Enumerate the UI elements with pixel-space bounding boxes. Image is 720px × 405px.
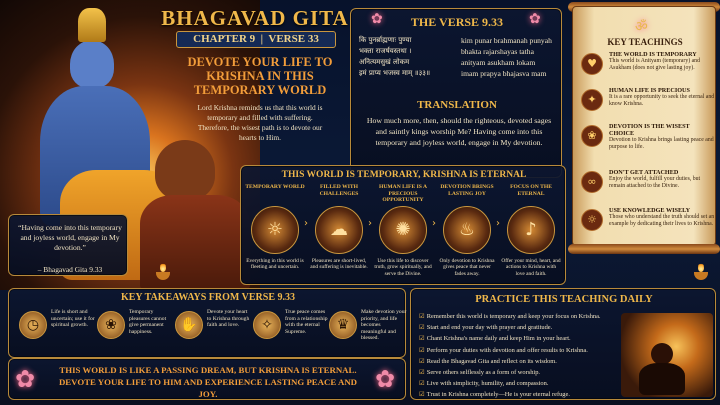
lotus-icon: ❀ xyxy=(581,125,603,147)
lotus-icon: ❀ xyxy=(97,311,125,339)
translation-title: TRANSLATION xyxy=(417,99,497,111)
takeaway-text: Devote your heart to Krishna through faith and love. xyxy=(207,309,250,329)
column-head: HUMAN LIFE IS A PRECIOUS OPPORTUNITY xyxy=(378,184,428,203)
practice-item: ☑ Chant Krishna's name daily and keep Him in your heart. xyxy=(419,333,609,344)
takeaway-text: Temporary pleasures cannot give permanent happiness. xyxy=(129,309,167,335)
takeaways-panel xyxy=(8,288,406,358)
column-text: Everything in this world is fleeting and uncertain. xyxy=(246,258,304,271)
arrow-right-icon: › xyxy=(432,218,436,229)
takeaway-text: Life is short and uncertain; use it for spiritual growth. xyxy=(51,309,95,329)
teaching-body: It is a rare opportunity to seek the eternal and know Krishna. xyxy=(609,94,715,107)
key-teachings-scroll xyxy=(572,6,716,246)
translit-line: imam prapya bhajasva mam xyxy=(461,69,547,78)
sanskrit-text xyxy=(359,35,461,79)
teaching-body: Devotion to Krishna brings lasting peace and purpose to life. xyxy=(609,137,714,150)
teaching-body: Those who understand the truth should set an example by dedicating their lives to Krishna. xyxy=(609,214,715,227)
practice-item: ☑ Remember this world is temporary and keep your focus on Krishna. xyxy=(419,311,609,322)
world-column xyxy=(437,184,497,284)
meditator-body xyxy=(639,363,685,395)
crown-icon: ♛ xyxy=(329,311,357,339)
column-head: TEMPORARY WORLD xyxy=(245,184,305,190)
takeaway-item xyxy=(175,307,253,355)
om-icon: ॐ xyxy=(635,19,648,35)
translit-line: bhakta rajarshayas tatha xyxy=(461,47,534,56)
sun-icon: ☼ xyxy=(581,209,603,231)
column-text: Pleasures are short-lived, and suffering is inevitable. xyxy=(310,258,368,271)
takeaways-title: KEY TAKEAWAYS FROM VERSE 9.33 xyxy=(120,292,296,303)
chapter-label: CHAPTER 9 xyxy=(193,33,256,45)
column-head: FOCUS ON THE ETERNAL xyxy=(510,184,552,197)
star-icon: ✦ xyxy=(581,89,603,111)
teaching-item xyxy=(581,51,713,87)
practice-title: PRACTICE THIS TEACHING DAILY xyxy=(475,294,653,305)
sanskrit-line: कि पुनर्ब्राह्मणाः पुण्या xyxy=(359,36,412,44)
takeaway-item xyxy=(253,307,331,355)
column-head: DEVOTION BRINGS LASTING JOY xyxy=(440,184,494,197)
sanskrit-line: अनित्यमसुखं लोकम xyxy=(359,58,410,66)
storm-icon: ☁ xyxy=(315,206,363,254)
quote-text: “Having come into this temporary and joyless world, engage in My devotion.” xyxy=(18,223,122,252)
practice-item: ☑ Perform your duties with devotion and offer results to Krishna. xyxy=(419,345,609,356)
practice-item: ☑ Trust in Krishna completely—He is your eternal refuge. xyxy=(419,389,609,400)
column-text: Only devotion to Krishna gives peace that never fades away. xyxy=(439,258,495,277)
krishna-icon: ✧ xyxy=(253,311,281,339)
world-column xyxy=(373,184,433,284)
heart-icon: ♥ xyxy=(581,53,603,75)
teaching-item xyxy=(581,169,713,205)
takeaway-text: Make devotion your priority, and life becomes meaningful and blessed. xyxy=(361,309,407,342)
world-column xyxy=(501,184,561,284)
teaching-head: THE WORLD IS TEMPORARY xyxy=(609,51,697,58)
clock-icon: ◷ xyxy=(19,311,47,339)
path-icon: ✺ xyxy=(379,206,427,254)
teaching-body: Enjoy the world, fulfill your duties, but remain attached to the Divine. xyxy=(609,176,701,189)
sanskrit-line: इमं प्राप्य भजस्व माम् ॥३३॥ xyxy=(359,69,431,77)
sunset-icon: ☼ xyxy=(251,206,299,254)
headline: DEVOTE YOUR LIFE TO KRISHNA IN THIS TEMPORARY WORLD xyxy=(187,55,333,97)
column-text: Offer your mind, heart, and actions to Krishna with love and faith. xyxy=(501,258,561,277)
lotus-icon: ✿ xyxy=(371,11,383,27)
takeaway-item xyxy=(329,307,407,355)
arrow-right-icon: › xyxy=(368,218,372,229)
teaching-item xyxy=(581,207,713,243)
practice-item: ☑ Serve others selflessly as a form of worship. xyxy=(419,367,609,378)
translit-line: anityam asukham lokam xyxy=(461,58,536,67)
teaching-item xyxy=(581,87,713,123)
takeaway-text: True peace comes from a relationship with the eternal Supreme. xyxy=(285,309,328,335)
page-title: BHAGAVAD GITA xyxy=(161,6,349,30)
intro-text: Lord Krishna reminds us that this world is temporary and filled with suffering. Therefore, the wisest path is to devote our hearts to Him. xyxy=(197,103,323,142)
key-teachings-title: KEY TEACHINGS xyxy=(607,37,683,47)
verse-panel xyxy=(350,8,562,178)
column-head: FILLED WITH CHALLENGES xyxy=(319,184,359,197)
flute-krishna-icon: ♪ xyxy=(507,206,555,254)
quote-source: – Bhagavad Gita 9.33 xyxy=(37,265,103,274)
meditator-head xyxy=(651,343,673,365)
transliteration-text xyxy=(461,35,561,79)
meditation-illustration xyxy=(621,313,713,397)
arrow-right-icon: › xyxy=(496,218,500,229)
teaching-body: This world is Anityam (temporary) and Asukham (does not give lasting joy). xyxy=(609,58,700,71)
column-text: Use this life to discover truth, grow spiritually, and serve the Divine. xyxy=(374,258,432,277)
lotus-icon: ✿ xyxy=(15,365,36,393)
flame-icon xyxy=(160,262,166,272)
closing-banner xyxy=(8,358,406,400)
arrow-right-icon: › xyxy=(304,218,308,229)
praying-hands-icon: ✋ xyxy=(175,311,203,339)
takeaway-item xyxy=(97,307,175,355)
crown-icon xyxy=(78,8,106,42)
practice-list xyxy=(419,311,609,401)
world-column xyxy=(245,184,305,284)
diya-icon: ♨ xyxy=(443,206,491,254)
teaching-head: DON'T GET ATTACHED xyxy=(609,169,679,176)
world-panel xyxy=(240,165,566,285)
practice-item: ☑ Start and end your day with prayer and gratitude. xyxy=(419,322,609,333)
flame-icon xyxy=(698,262,704,272)
takeaway-item xyxy=(19,307,97,355)
teaching-item xyxy=(581,123,713,167)
lotus-icon: ✿ xyxy=(529,11,541,27)
banner-text: THIS WORLD IS LIKE A PASSING DREAM, BUT KRISHNA IS ETERNAL. DEVOTE YOUR LIFE TO HIM AND EXPERIENCE LASTING PEACE AND JOY. xyxy=(58,365,358,399)
sanskrit-line: भक्ता राजर्षयस्तथा । xyxy=(359,47,412,55)
teaching-head: USE KNOWLEDGE WISELY xyxy=(609,207,691,214)
translation-text: How much more, then, should the righteous, devoted sages and saintly kings worship Me? Having come into this temporary and joyless world, engage in My devotion. xyxy=(366,116,552,147)
teaching-head: HUMAN LIFE IS PRECIOUS xyxy=(609,87,690,94)
practice-panel xyxy=(410,288,716,400)
practice-item: ☑ Read the Bhagavad Gita and reflect on its wisdom. xyxy=(419,356,609,367)
lotus-icon: ✿ xyxy=(375,365,396,393)
arjuna-head xyxy=(155,140,215,200)
scroll-bottom-rod xyxy=(568,244,720,254)
krishna-head xyxy=(70,40,114,88)
teaching-head: DEVOTION IS THE WISEST CHOICE xyxy=(609,123,690,137)
verse-title: THE VERSE 9.33 xyxy=(410,15,504,29)
verse-label: VERSE 33 xyxy=(268,33,319,45)
practice-item: ☑ Live with simplicity, humility, and compassion. xyxy=(419,378,609,389)
chapter-badge: CHAPTER 9 | VERSE 33 xyxy=(176,31,336,48)
world-title: THIS WORLD IS TEMPORARY, KRISHNA IS ETERNAL xyxy=(281,170,527,180)
infinity-icon: ∞ xyxy=(581,171,603,193)
translit-line: kim punar brahmanah punyah xyxy=(461,36,552,45)
quote-box xyxy=(8,214,128,276)
world-column xyxy=(309,184,369,284)
